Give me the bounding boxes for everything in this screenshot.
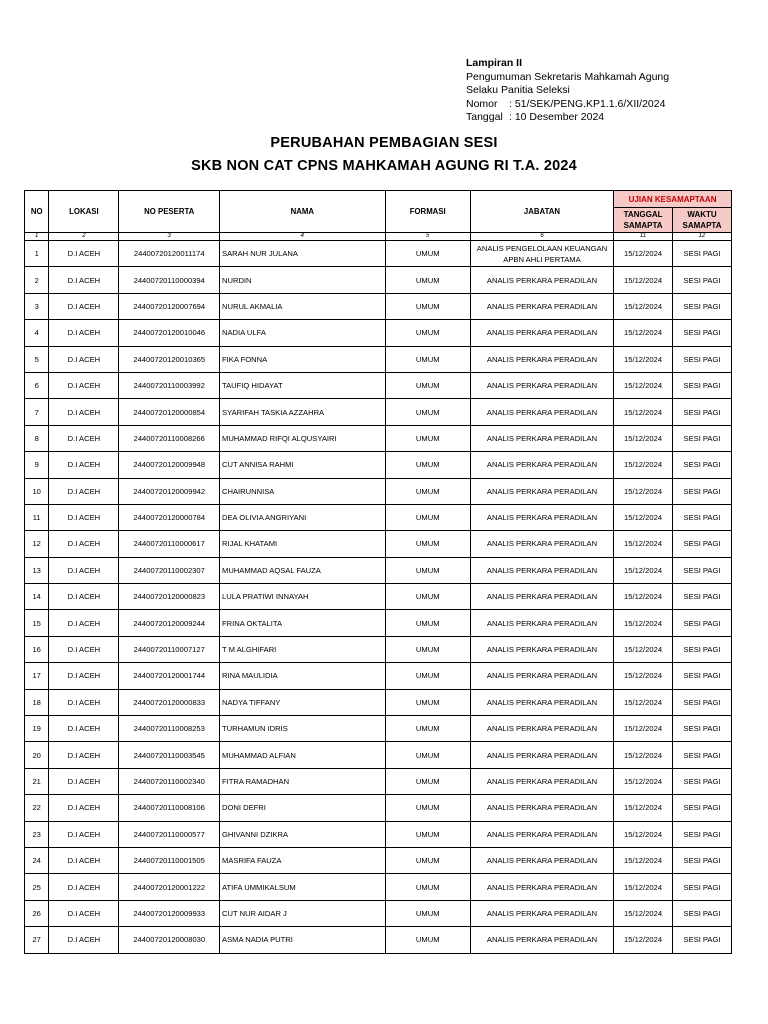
cell-no: 16: [25, 636, 49, 662]
header-waktu-samapta: WAKTU SAMAPTA: [673, 208, 732, 233]
cell-tanggal: 15/12/2024: [614, 900, 673, 926]
cell-no: 13: [25, 557, 49, 583]
lampiran-label: Lampiran II: [466, 57, 523, 69]
cell-no-peserta: 24400720110000577: [119, 821, 220, 847]
cell-waktu: SESI PAGI: [673, 478, 732, 504]
table-row: [25, 821, 732, 847]
cell-jabatan: ANALIS PERKARA PERADILAN: [470, 399, 613, 425]
header-lokasi: LOKASI: [49, 191, 119, 233]
cell-lokasi: D.I ACEH: [49, 636, 119, 662]
cell-tanggal: 15/12/2024: [614, 452, 673, 478]
cell-no-peserta: 24400720110008106: [119, 795, 220, 821]
cell-jabatan: ANALIS PERKARA PERADILAN: [470, 531, 613, 557]
cell-jabatan: ANALIS PERKARA PERADILAN: [470, 452, 613, 478]
cell-lokasi: D.I ACEH: [49, 478, 119, 504]
cell-jabatan: ANALIS PERKARA PERADILAN: [470, 636, 613, 662]
cell-tanggal: 15/12/2024: [614, 346, 673, 372]
cell-no-peserta: 24400720120000854: [119, 399, 220, 425]
nomor-key: Nomor: [466, 97, 498, 110]
cell-lokasi: D.I ACEH: [49, 267, 119, 293]
cell-no-peserta: 24400720120000784: [119, 504, 220, 530]
cell-nama: GHIVANNI DZIKRA: [220, 821, 386, 847]
cell-lokasi: D.I ACEH: [49, 768, 119, 794]
cell-jabatan: ANALIS PERKARA PERADILAN: [470, 584, 613, 610]
header-ujian-kesamaptaan: UJIAN KESAMAPTAAN: [614, 191, 732, 208]
cell-nama: TURHAMUN IDRIS: [220, 716, 386, 742]
cell-waktu: SESI PAGI: [673, 874, 732, 900]
cell-no: 26: [25, 900, 49, 926]
table-row: [25, 320, 732, 346]
cell-no-peserta: 24400720120000833: [119, 689, 220, 715]
page-title: PERUBAHAN PEMBAGIAN SESI: [270, 135, 498, 151]
cell-tanggal: 15/12/2024: [614, 689, 673, 715]
cell-nama: DEA OLIVIA ANGRIYANI: [220, 504, 386, 530]
table-row: [25, 478, 732, 504]
cell-no: 20: [25, 742, 49, 768]
cell-jabatan: ANALIS PERKARA PERADILAN: [470, 267, 613, 293]
cell-tanggal: 15/12/2024: [614, 821, 673, 847]
cell-lokasi: D.I ACEH: [49, 927, 119, 953]
cell-nama: RINA MAULIDIA: [220, 663, 386, 689]
cell-no-peserta: 24400720120009948: [119, 452, 220, 478]
cell-no-peserta: 24400720120009244: [119, 610, 220, 636]
header-no-peserta: NO PESERTA: [119, 191, 220, 233]
cell-nama: MUHAMMAD AQSAL FAUZA: [220, 557, 386, 583]
table-row: [25, 557, 732, 583]
lampiran-nomor: [466, 98, 756, 112]
table-row: [25, 689, 732, 715]
table-row: [25, 636, 732, 662]
tanggal-value: : 10 Desember 2024: [509, 111, 605, 123]
cell-jabatan: ANALIS PERKARA PERADILAN: [470, 478, 613, 504]
cell-waktu: SESI PAGI: [673, 768, 732, 794]
cell-no-peserta: 24400720120011174: [119, 241, 220, 267]
table-row: [25, 241, 732, 267]
cell-nama: MUHAMMAD ALFIAN: [220, 742, 386, 768]
cell-formasi: UMUM: [385, 821, 470, 847]
cell-lokasi: D.I ACEH: [49, 821, 119, 847]
cell-jabatan: ANALIS PERKARA PERADILAN: [470, 716, 613, 742]
tanggal-key: Tanggal: [466, 111, 503, 123]
cell-waktu: SESI PAGI: [673, 346, 732, 372]
cell-waktu: SESI PAGI: [673, 531, 732, 557]
cell-nama: FITRA RAMADHAN: [220, 768, 386, 794]
cell-no-peserta: 24400720120010365: [119, 346, 220, 372]
cell-formasi: UMUM: [385, 900, 470, 926]
cell-tanggal: 15/12/2024: [614, 874, 673, 900]
cell-waktu: SESI PAGI: [673, 716, 732, 742]
cell-waktu: SESI PAGI: [673, 900, 732, 926]
cell-tanggal: 15/12/2024: [614, 847, 673, 873]
cell-formasi: UMUM: [385, 584, 470, 610]
cell-nama: CUT NUR AIDAR J: [220, 900, 386, 926]
cell-tanggal: 15/12/2024: [614, 478, 673, 504]
cell-tanggal: 15/12/2024: [614, 927, 673, 953]
participants-table: [24, 190, 732, 954]
cell-formasi: UMUM: [385, 795, 470, 821]
cell-no: 12: [25, 531, 49, 557]
cell-waktu: SESI PAGI: [673, 689, 732, 715]
cell-formasi: UMUM: [385, 689, 470, 715]
cell-lokasi: D.I ACEH: [49, 663, 119, 689]
cell-jabatan: ANALIS PENGELOLAAN KEUANGAN APBN AHLI PERTAMA: [470, 241, 613, 267]
header-jabatan: JABATAN: [470, 191, 613, 233]
cell-formasi: UMUM: [385, 267, 470, 293]
lampiran-line2: Selaku Panitia Seleksi: [466, 84, 570, 96]
cell-formasi: UMUM: [385, 478, 470, 504]
cell-jabatan: ANALIS PERKARA PERADILAN: [470, 900, 613, 926]
cell-lokasi: D.I ACEH: [49, 452, 119, 478]
cell-lokasi: D.I ACEH: [49, 716, 119, 742]
cell-formasi: UMUM: [385, 768, 470, 794]
cell-formasi: UMUM: [385, 636, 470, 662]
col-index: 11: [614, 233, 673, 241]
cell-nama: NURDIN: [220, 267, 386, 293]
table-row: [25, 425, 732, 451]
cell-no-peserta: 24400720110003992: [119, 372, 220, 398]
cell-tanggal: 15/12/2024: [614, 768, 673, 794]
cell-waktu: SESI PAGI: [673, 557, 732, 583]
cell-no-peserta: 24400720110002340: [119, 768, 220, 794]
cell-nama: MASRIFA FAUZA: [220, 847, 386, 873]
cell-jabatan: ANALIS PERKARA PERADILAN: [470, 663, 613, 689]
table-row: [25, 874, 732, 900]
cell-tanggal: 15/12/2024: [614, 241, 673, 267]
cell-tanggal: 15/12/2024: [614, 372, 673, 398]
cell-waktu: SESI PAGI: [673, 821, 732, 847]
cell-lokasi: D.I ACEH: [49, 504, 119, 530]
cell-waktu: SESI PAGI: [673, 742, 732, 768]
table-row: [25, 663, 732, 689]
table-row: [25, 531, 732, 557]
cell-tanggal: 15/12/2024: [614, 425, 673, 451]
cell-no-peserta: 24400720110000394: [119, 267, 220, 293]
cell-no: 22: [25, 795, 49, 821]
cell-jabatan: ANALIS PERKARA PERADILAN: [470, 847, 613, 873]
cell-lokasi: D.I ACEH: [49, 425, 119, 451]
cell-jabatan: ANALIS PERKARA PERADILAN: [470, 742, 613, 768]
cell-nama: NADIA ULFA: [220, 320, 386, 346]
cell-no-peserta: 24400720110001505: [119, 847, 220, 873]
cell-formasi: UMUM: [385, 716, 470, 742]
cell-jabatan: ANALIS PERKARA PERADILAN: [470, 293, 613, 319]
cell-no-peserta: 24400720120009933: [119, 900, 220, 926]
cell-no: 11: [25, 504, 49, 530]
table-row: [25, 768, 732, 794]
table-row: [25, 399, 732, 425]
cell-no-peserta: 24400720110007127: [119, 636, 220, 662]
cell-formasi: UMUM: [385, 504, 470, 530]
cell-nama: ATIFA UMMIKALSUM: [220, 874, 386, 900]
cell-jabatan: ANALIS PERKARA PERADILAN: [470, 346, 613, 372]
cell-formasi: UMUM: [385, 346, 470, 372]
table-row: [25, 742, 732, 768]
cell-tanggal: 15/12/2024: [614, 610, 673, 636]
cell-formasi: UMUM: [385, 452, 470, 478]
cell-no: 2: [25, 267, 49, 293]
cell-nama: FIKA FONNA: [220, 346, 386, 372]
cell-nama: TAUFIQ HIDAYAT: [220, 372, 386, 398]
col-index: 5: [385, 233, 470, 241]
cell-jabatan: ANALIS PERKARA PERADILAN: [470, 557, 613, 583]
cell-no: 17: [25, 663, 49, 689]
cell-formasi: UMUM: [385, 663, 470, 689]
cell-nama: ASMA NADIA PUTRI: [220, 927, 386, 953]
cell-jabatan: ANALIS PERKARA PERADILAN: [470, 795, 613, 821]
cell-nama: CHAIRUNNISA: [220, 478, 386, 504]
cell-no: 27: [25, 927, 49, 953]
cell-tanggal: 15/12/2024: [614, 663, 673, 689]
cell-no: 9: [25, 452, 49, 478]
cell-no: 4: [25, 320, 49, 346]
cell-waktu: SESI PAGI: [673, 399, 732, 425]
cell-nama: DONI DEFRI: [220, 795, 386, 821]
cell-no-peserta: 24400720110003545: [119, 742, 220, 768]
col-index: 2: [49, 233, 119, 241]
cell-formasi: UMUM: [385, 399, 470, 425]
col-index: 4: [220, 233, 386, 241]
page-subtitle: SKB NON CAT CPNS MAHKAMAH AGUNG RI T.A. 2024: [191, 158, 577, 174]
cell-no-peserta: 24400720110008266: [119, 425, 220, 451]
cell-jabatan: ANALIS PERKARA PERADILAN: [470, 425, 613, 451]
table-row: [25, 372, 732, 398]
cell-no: 24: [25, 847, 49, 873]
cell-tanggal: 15/12/2024: [614, 584, 673, 610]
cell-waktu: SESI PAGI: [673, 241, 732, 267]
cell-waktu: SESI PAGI: [673, 927, 732, 953]
cell-no-peserta: 24400720110008253: [119, 716, 220, 742]
cell-no: 1: [25, 241, 49, 267]
cell-no: 15: [25, 610, 49, 636]
cell-waktu: SESI PAGI: [673, 504, 732, 530]
cell-nama: CUT ANNISA RAHMI: [220, 452, 386, 478]
lampiran-tanggal: [466, 111, 756, 125]
cell-nama: T M ALGHIFARI: [220, 636, 386, 662]
cell-jabatan: ANALIS PERKARA PERADILAN: [470, 372, 613, 398]
cell-jabatan: ANALIS PERKARA PERADILAN: [470, 610, 613, 636]
cell-lokasi: D.I ACEH: [49, 241, 119, 267]
column-index-row: [25, 233, 732, 241]
cell-no: 3: [25, 293, 49, 319]
col-index: 6: [470, 233, 613, 241]
cell-formasi: UMUM: [385, 425, 470, 451]
col-index: 12: [673, 233, 732, 241]
cell-tanggal: 15/12/2024: [614, 267, 673, 293]
lampiran-line1: Pengumuman Sekretaris Mahkamah Agung: [466, 70, 670, 83]
cell-formasi: UMUM: [385, 372, 470, 398]
table-row: [25, 584, 732, 610]
cell-formasi: UMUM: [385, 742, 470, 768]
cell-formasi: UMUM: [385, 320, 470, 346]
cell-waktu: SESI PAGI: [673, 452, 732, 478]
table-row: [25, 900, 732, 926]
table-row: [25, 267, 732, 293]
cell-tanggal: 15/12/2024: [614, 320, 673, 346]
header-tanggal-samapta: TANGGAL SAMAPTA: [614, 208, 673, 233]
cell-no-peserta: 24400720110000617: [119, 531, 220, 557]
cell-lokasi: D.I ACEH: [49, 610, 119, 636]
col-index: 3: [119, 233, 220, 241]
cell-lokasi: D.I ACEH: [49, 689, 119, 715]
cell-no-peserta: 24400720120007694: [119, 293, 220, 319]
cell-no: 19: [25, 716, 49, 742]
cell-formasi: UMUM: [385, 927, 470, 953]
cell-formasi: UMUM: [385, 847, 470, 873]
cell-tanggal: 15/12/2024: [614, 531, 673, 557]
cell-tanggal: 15/12/2024: [614, 742, 673, 768]
cell-lokasi: D.I ACEH: [49, 742, 119, 768]
cell-lokasi: D.I ACEH: [49, 320, 119, 346]
cell-waktu: SESI PAGI: [673, 293, 732, 319]
cell-tanggal: 15/12/2024: [614, 716, 673, 742]
cell-jabatan: ANALIS PERKARA PERADILAN: [470, 927, 613, 953]
cell-lokasi: D.I ACEH: [49, 293, 119, 319]
cell-no: 5: [25, 346, 49, 372]
cell-no-peserta: 24400720120009942: [119, 478, 220, 504]
cell-waktu: SESI PAGI: [673, 425, 732, 451]
cell-tanggal: 15/12/2024: [614, 399, 673, 425]
cell-jabatan: ANALIS PERKARA PERADILAN: [470, 874, 613, 900]
cell-waktu: SESI PAGI: [673, 795, 732, 821]
header-formasi: FORMASI: [385, 191, 470, 233]
cell-formasi: UMUM: [385, 531, 470, 557]
cell-formasi: UMUM: [385, 241, 470, 267]
cell-tanggal: 15/12/2024: [614, 636, 673, 662]
nomor-value: : 51/SEK/PENG.KP1.1.6/XII/2024: [509, 97, 666, 110]
cell-waktu: SESI PAGI: [673, 636, 732, 662]
col-index: 1: [25, 233, 49, 241]
cell-lokasi: D.I ACEH: [49, 399, 119, 425]
cell-no-peserta: 24400720120001744: [119, 663, 220, 689]
cell-jabatan: ANALIS PERKARA PERADILAN: [470, 821, 613, 847]
cell-no-peserta: 24400720120008030: [119, 927, 220, 953]
cell-lokasi: D.I ACEH: [49, 874, 119, 900]
cell-no: 21: [25, 768, 49, 794]
cell-nama: NURUL AKMALIA: [220, 293, 386, 319]
cell-waktu: SESI PAGI: [673, 320, 732, 346]
cell-lokasi: D.I ACEH: [49, 847, 119, 873]
cell-lokasi: D.I ACEH: [49, 900, 119, 926]
cell-formasi: UMUM: [385, 293, 470, 319]
cell-jabatan: ANALIS PERKARA PERADILAN: [470, 504, 613, 530]
cell-tanggal: 15/12/2024: [614, 557, 673, 583]
cell-waktu: SESI PAGI: [673, 663, 732, 689]
cell-tanggal: 15/12/2024: [614, 293, 673, 319]
cell-nama: SYARIFAH TASKIA AZZAHRA: [220, 399, 386, 425]
cell-tanggal: 15/12/2024: [614, 504, 673, 530]
lampiran-block: [466, 57, 756, 125]
table-row: [25, 795, 732, 821]
cell-nama: SARAH NUR JULANA: [220, 241, 386, 267]
cell-waktu: SESI PAGI: [673, 610, 732, 636]
cell-no: 8: [25, 425, 49, 451]
cell-no: 7: [25, 399, 49, 425]
table-row: [25, 610, 732, 636]
cell-nama: FRINA OKTALITA: [220, 610, 386, 636]
cell-nama: NADYA TIFFANY: [220, 689, 386, 715]
table-row: [25, 927, 732, 953]
cell-lokasi: D.I ACEH: [49, 531, 119, 557]
cell-no: 25: [25, 874, 49, 900]
cell-no-peserta: 24400720120010046: [119, 320, 220, 346]
cell-no: 14: [25, 584, 49, 610]
cell-no-peserta: 24400720110002307: [119, 557, 220, 583]
header-no: NO: [25, 191, 49, 233]
cell-jabatan: ANALIS PERKARA PERADILAN: [470, 689, 613, 715]
header-nama: NAMA: [220, 191, 386, 233]
cell-lokasi: D.I ACEH: [49, 372, 119, 398]
table-row: [25, 504, 732, 530]
table-row: [25, 452, 732, 478]
table-row: [25, 293, 732, 319]
cell-nama: MUHAMMAD RIFQI ALQUSYAIRI: [220, 425, 386, 451]
table-row: [25, 716, 732, 742]
cell-waktu: SESI PAGI: [673, 267, 732, 293]
cell-nama: LULA PRATIWI INNAYAH: [220, 584, 386, 610]
cell-lokasi: D.I ACEH: [49, 557, 119, 583]
cell-no-peserta: 24400720120001222: [119, 874, 220, 900]
cell-formasi: UMUM: [385, 874, 470, 900]
table-row: [25, 847, 732, 873]
cell-no: 18: [25, 689, 49, 715]
cell-no: 10: [25, 478, 49, 504]
cell-no: 6: [25, 372, 49, 398]
cell-formasi: UMUM: [385, 557, 470, 583]
table-row: [25, 346, 732, 372]
cell-jabatan: ANALIS PERKARA PERADILAN: [470, 320, 613, 346]
cell-waktu: SESI PAGI: [673, 584, 732, 610]
cell-nama: RIJAL KHATAMI: [220, 531, 386, 557]
cell-lokasi: D.I ACEH: [49, 584, 119, 610]
cell-no-peserta: 24400720120000823: [119, 584, 220, 610]
cell-formasi: UMUM: [385, 610, 470, 636]
cell-no: 23: [25, 821, 49, 847]
cell-lokasi: D.I ACEH: [49, 346, 119, 372]
cell-waktu: SESI PAGI: [673, 372, 732, 398]
cell-lokasi: D.I ACEH: [49, 795, 119, 821]
cell-waktu: SESI PAGI: [673, 847, 732, 873]
cell-jabatan: ANALIS PERKARA PERADILAN: [470, 768, 613, 794]
cell-tanggal: 15/12/2024: [614, 795, 673, 821]
